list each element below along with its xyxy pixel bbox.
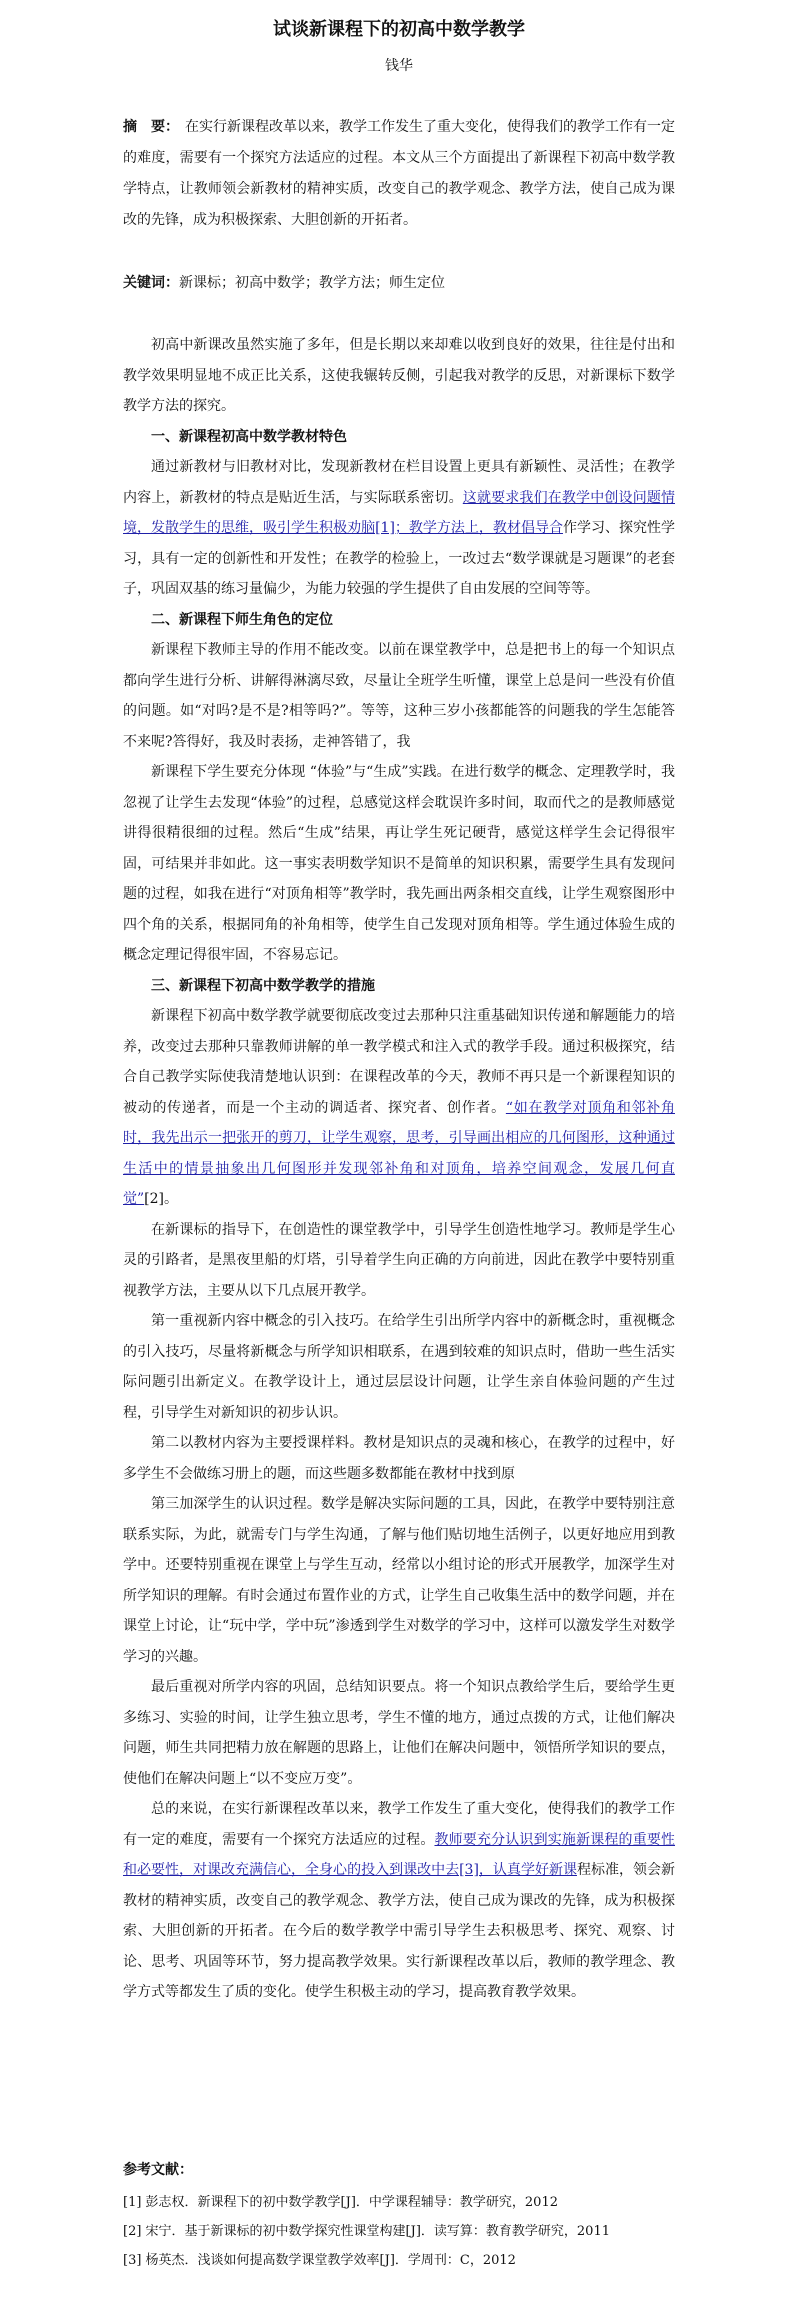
abstract — [123, 112, 675, 236]
keywords — [123, 268, 675, 299]
reference-item: [2] 宋宁．基于新课标的初中数学探究性课堂构建[J]．读写算：教育教学研究，2011 — [123, 2224, 610, 2239]
intro-paragraph: 初高中新课改虽然实施了多年，但是长期以来却难以收到良好的效果，往往是付出和教学效果明显地不成正比关系，这使我辗转反侧，引起我对教学的反思，对新课标下数学教学方法的探究。 — [123, 337, 675, 414]
citation-link-2[interactable]: “如在教学对顶角和邻补角时，我先出示一把张开的剪刀，让学生观察，思考，引导画出相应的几何图形，这种通过生活中的情景抽象出几何图形并发现邻补角和对顶角，培养空间观念，发展几何直觉” — [123, 1099, 675, 1207]
abstract-text: 在实行新课程改革以来，教学工作发生了重大变化，使得我们的教学工作有一定的难度，需要有一个探究方法适应的过程。本文从三个方面提出了新课程下初高中数学教学特点，让教师领会新教材的精神实质，改变自己的教学观念、教学方法，使自己成为课改的先锋，成为积极探索、大胆创新的开拓者。 — [123, 119, 675, 228]
section-1-text-b: 作学习、探究性学习，具有一定的创新性和开发性；在教学的检验上，一改过去“数学课就是习题课”的老套子，巩固双基的练习量偏少，为能力较强的学生提供了自由发展的空间等等。 — [123, 520, 675, 597]
section-3-text-a: 新课程下初高中数学教学就要彻底改变过去那种只注重基础知识传递和解题能力的培养，改变过去那种只靠教师讲解的单一教学模式和注入式的教学手段。通过积极探究，结合自己教学实际使我清楚地认识到：在课程改革的今天，教师不再只是一个新课程知识的被动的传递者，而是一个主动的调适者、探究者、创作者。 — [123, 1008, 675, 1116]
section-3-paragraph-2: 在新课标的指导下，在创造性的课堂教学中，引导学生创造性地学习。教师是学生心灵的引路者，是黑夜里船的灯塔，引导着学生向正确的方向前进，因此在教学中要特别重视教学方法，主要从以下几点展开教学。 — [123, 1221, 675, 1299]
reference-item: [1] 彭志权．新课程下的初中数学教学[J]．中学课程辅导：教学研究，2012 — [123, 2195, 558, 2210]
paper-title: 试谈新课程下的初高中数学教学 — [273, 19, 525, 40]
abstract-label: 摘 要： — [123, 119, 179, 135]
section-3-paragraph-4: 第二以教材内容为主要授课样料。教材是知识点的灵魂和核心，在教学的过程中，好多学生不会做练习册上的题，而这些题多数都能在教材中找到原 — [123, 1435, 675, 1482]
section-3-text-c: 总的来说，在实行新课程改革以来，教学工作发生了重大变化，使得我们的教学工作有一定的难度，需要有一个探究方法适应的过程。 — [123, 1801, 675, 1848]
keywords-label: 关键词： — [123, 275, 179, 291]
section-2-paragraph-1: 新课程下教师主导的作用不能改变。以前在课堂教学中，总是把书上的每一个知识点都向学生进行分析、讲解得淋漓尽致，尽量让全班学生听懂，课堂上总是问一些没有价值的问题。如“对吗?是不是?相等吗?”。等等，这种三岁小孩都能答的问题我的学生怎能答不来呢?答得好，我及时表扬，走神答错了，我 — [123, 642, 675, 750]
section-3-text-b: [2]。 — [144, 1191, 179, 1207]
section-1-paragraph — [123, 452, 675, 605]
citation-link-1[interactable]: 这就要求我们在教学中创设问题情境，发散学生的思维，吸引学生积极劝脑[1]；教学方法上，教材倡导合 — [123, 489, 676, 536]
section-3-paragraph-3: 第一重视新内容中概念的引入技巧。在给学生引出所学内容中的新概念时，重视概念的引入技巧，尽量将新概念与所学知识相联系，在遇到较难的知识点时，借助一些生活实际问题引出新定义。在教学设计上，通过层层设计问题，让学生亲自体验问题的产生过程，引导学生对新知识的初步认识。 — [123, 1313, 675, 1421]
section-3-paragraph-7 — [123, 1794, 675, 2008]
section-2-paragraph-2: 新课程下学生要充分体现 “体验”与“生成”实践。在进行数学的概念、定理教学时，我忽视了让学生去发现“体验”的过程，总感觉这样会耽误许多时间，取而代之的是教师感觉讲得很精很细的过程。然后“生成”结果，再让学生死记硬背，感觉这样学生会记得很牢固，可结果并非如此。这一事实表明数学知识不是简单的知识积累，需要学生具有发现问题的过程，如我在进行“对顶角相等”教学时，我先画出两条相交直线，让学生观察图形中四个角的关系，根据同角的补角相等，使学生自己发现对顶角相等。学生通过体验生成的概念定理记得很牢固，不容易忘记。 — [123, 764, 675, 963]
paper-author: 钱华 — [385, 58, 413, 74]
section-3-paragraph-1 — [123, 1001, 675, 1215]
section-1-heading: 一、新课程初高中数学教材特色 — [151, 428, 347, 445]
section-1-text-a: 通过新教材与旧教材对比，发现新教材在栏目设置上更具有新颖性、灵活性；在教学内容上，新教材的特点是贴近生活，与实际联系密切。 — [123, 459, 675, 506]
keywords-text: 新课标；初高中数学；教学方法；师生定位 — [179, 275, 445, 291]
paper-body — [123, 330, 675, 2008]
citation-link-3[interactable]: 教师要充分认识到实施新课程的重要性和必要性，对课改充满信心，全身心的投入到课改中去[3]，认真学好新课 — [123, 1831, 676, 1878]
section-3-paragraph-6: 最后重视对所学内容的巩固，总结知识要点。将一个知识点教给学生后，要给学生更多练习、实验的时间，让学生独立思考，学生不懂的地方，通过点拨的方式，让他们解决问题，师生共同把精力放在解题的思路上，让他们在解决问题中，领悟所学知识的要点，使他们在解决问题上“以不变应万变”。 — [123, 1679, 675, 1787]
section-2-heading: 二、新课程下师生角色的定位 — [151, 611, 333, 628]
section-3-text-d: 程标准，领会新教材的精神实质，改变自己的教学观念、教学方法，使自己成为课改的先锋，成为积极探索、大胆创新的开拓者。在今后的数学教学中需引导学生去积极思考、探究、观察、讨论、思考、巩固等环节，努力提高教学效果。实行新课程改革以后，教师的教学理念、教学方式等都发生了质的变化。使学生积极主动的学习，提高教育教学效果。 — [123, 1862, 675, 2000]
references-heading: 参考文献： — [123, 2162, 193, 2178]
section-3-paragraph-5: 第三加深学生的认识过程。数学是解决实际问题的工具，因此，在教学中要特别注意联系实际，为此，就需专门与学生沟通，了解与他们贴切地生活例子，以更好地应用到教学中。还要特别重视在课堂上与学生互动，经常以小组讨论的形式开展教学，加深学生对所学知识的理解。有时会通过布置作业的方式，让学生自己收集生活中的数学问题，并在课堂上讨论，让“玩中学，学中玩”渗透到学生对数学的学习中，这样可以激发学生对数学学习的兴趣。 — [123, 1496, 675, 1665]
reference-item: [3] 杨英杰．浅谈如何提高数学课堂教学效率[J]．学周刊：C，2012 — [123, 2253, 516, 2268]
section-3-heading: 三、新课程下初高中数学教学的措施 — [151, 977, 375, 994]
references — [123, 2158, 675, 2275]
